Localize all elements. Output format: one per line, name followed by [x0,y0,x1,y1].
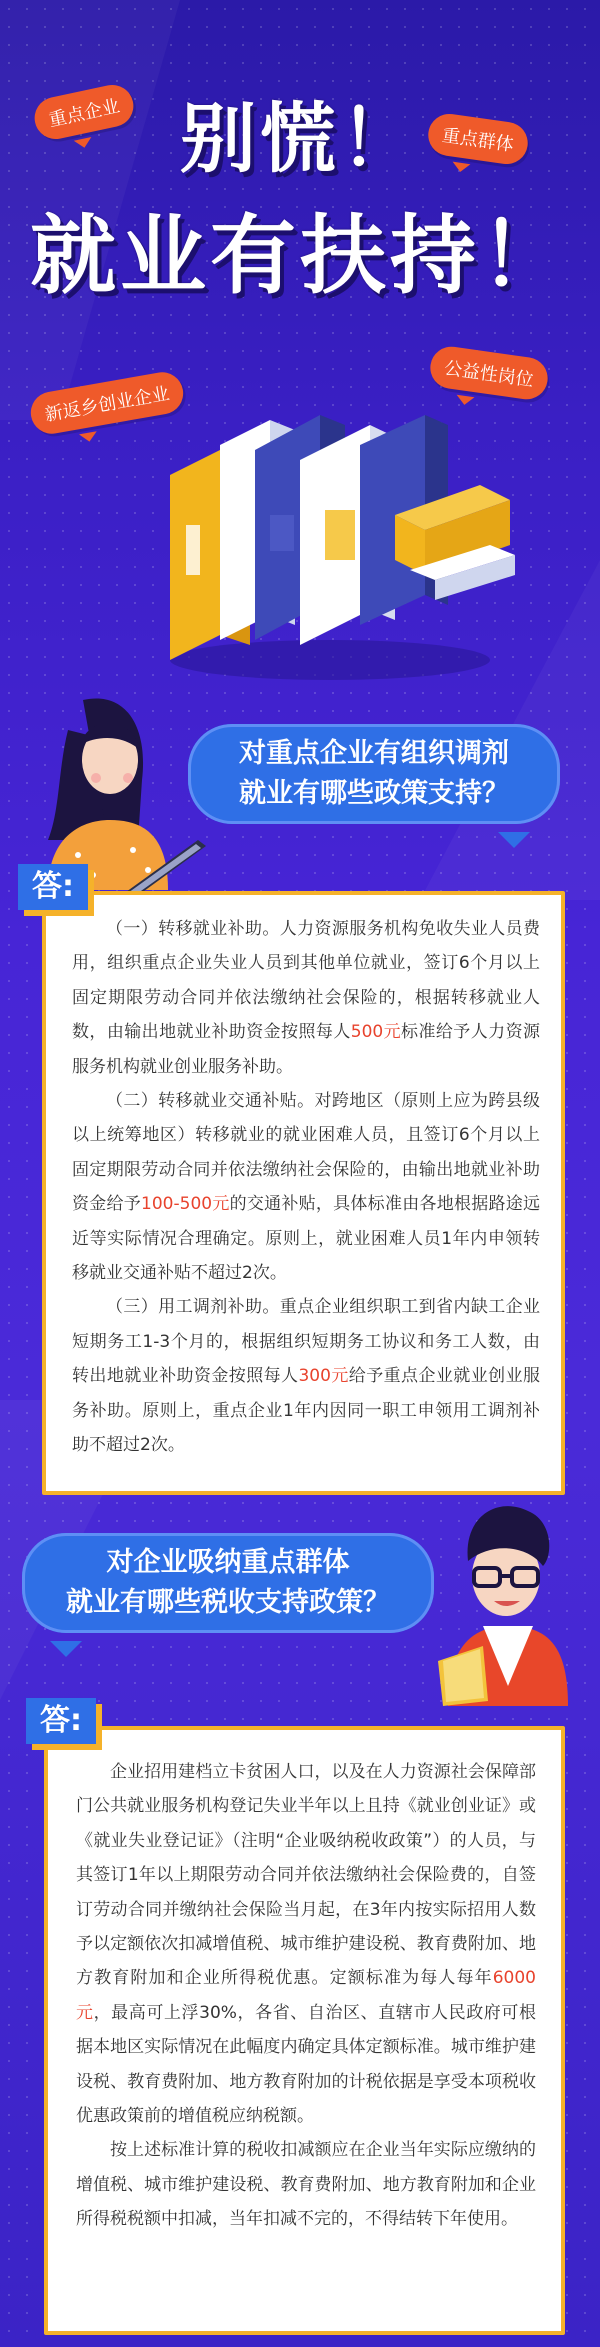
tag-key-enterprise: 重点企业 [31,81,138,143]
highlight-amount: 100-500元 [141,1194,230,1215]
text-segment: 标准给予人力资源服务机构就业创业服务补助。 [72,1022,540,1077]
text-segment: ，最高可上浮30%，各省、自治区、直辖市人民政府可根据本地区实际情况在此幅度内确定具体定额标准。城市维护建设税、教育费附加、地方教育附加的计税依据是享受本项税收优惠政策前的增值税应纳税额。 [76,2002,536,2127]
folders-illustration [160,405,520,685]
answer-1-paragraph-2 [72,1084,540,1290]
answer-1-paragraph-1 [72,912,540,1084]
highlight-amount: 6000元 [76,1968,536,2023]
highlight-amount: 500元 [350,1022,402,1043]
answer-1-paragraph-3 [72,1290,540,1462]
text-segment: 的交通补贴，具体标准由各地根据路途远近等实际情况合理确定。原则上，就业困难人员1年内申领转移就业交通补贴不超过2次。 [72,1194,541,1284]
question-2-line-2: 就业有哪些税收支持政策？ [66,1587,390,1618]
headline-line-1: 别慌！ [180,94,420,183]
boy-with-book-illustration [428,1486,578,1706]
tag-key-group: 重点群体 [426,111,531,167]
headline-line-2: 就业有扶持！ [30,206,570,306]
answer-1-label: 答: [18,864,88,910]
question-1-line-2: 就业有哪些政策支持？ [239,778,509,809]
text-segment: 企业招用建档立卡贫困人口，以及在人力资源社会保障部门公共就业服务机构登记失业半年以上且持《就业创业证》或《就业失业登记证》（注明“企业吸纳税收政策”）的人员，与其签订1年以上期限劳动合同并依法缴纳社会保险费的，自签订劳动合同并缴纳社会保险当月起，在3年内按实际招用人数予以定额依次扣减增值税、城市维护建设税、教育费附加、地方教育附加和企业所得税优惠。定额标准为每人每年 [76,1762,536,1989]
tag-public-welfare-post: 公益性岗位 [428,344,551,402]
question-1-bubble [188,724,560,824]
answer-2-paragraph-1 [76,1755,536,2133]
text-segment: （三）用工调剂补助。重点企业组织职工到省内缺工企业短期务工1-3个月的，根据组织短期务工协议和务工人数，由转出地就业补助资金按照每人 [72,1297,540,1387]
text-segment: 给予重点企业就业创业服务补助。原则上，重点企业1年内因同一职工申领用工调剂补助不超过2次。 [72,1366,540,1456]
text-segment: （一）转移就业补助。人力资源服务机构免收失业人员费用，组织重点企业失业人员到其他单位就业，签订6个月以上固定期限劳动合同并依法缴纳社会保险的，根据转移就业人数，由输出地就业补助资金按照每人 [72,919,540,1043]
question-2-line-1: 对企业吸纳重点群体 [106,1547,350,1578]
tag-returning-startup: 新返乡创业企业 [28,369,187,437]
answer-2-label: 答: [26,1698,96,1744]
answer-1-text [72,912,540,1463]
answer-2-paragraph-2: 按上述标准计算的税收扣减额应在企业当年实际应缴纳的增值税、城市维护建设税、教育费附加、地方教育附加和企业所得税税额中扣减，当年扣减不完的，不得结转下年使用。 [76,2140,536,2230]
question-2-bubble [22,1533,434,1633]
question-1-line-1: 对重点企业有组织调剂 [239,738,509,769]
highlight-amount: 300元 [298,1366,349,1387]
answer-2-text [76,1755,536,2237]
text-segment: （二）转移就业交通补贴。对跨地区（原则上应为跨县级以上统筹地区）转移就业的就业困难人员，且签订6个月以上固定期限劳动合同并依法缴纳社会保险的，由输出地就业补助资金给予 [72,1091,540,1215]
